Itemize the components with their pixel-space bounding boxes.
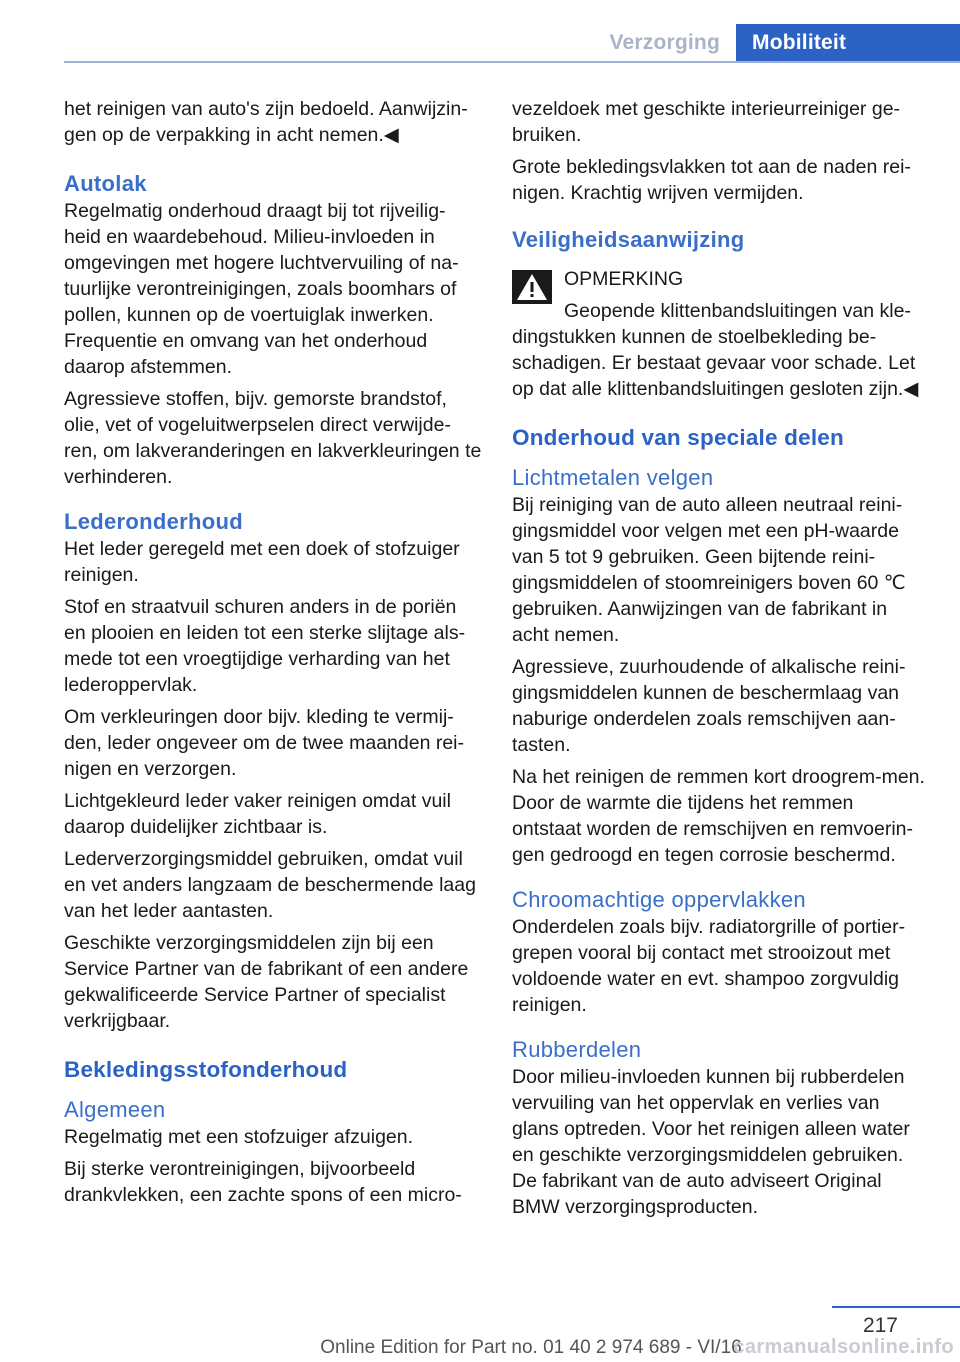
notice-text: Geopende klittenbandsluitingen van kle-dingstukken kunnen de stoelbekleding be-schadigen. Er bestaat gevaar voor schade. Let op dat alle klittenbandsluitingen gesloten zijn.◀ xyxy=(512,300,919,400)
chroom-heading: Chroomachtige oppervlakken xyxy=(512,887,806,912)
tab-mobiliteit[interactable]: Mobiliteit xyxy=(736,24,960,61)
notice-title: OPMERKING xyxy=(564,268,684,290)
algemeen-paragraph-2: Bij sterke verontreinigingen, bijvoorbeeld drankvlekken, een zachte spons of een micro- xyxy=(64,1158,462,1206)
lederonderhoud-heading: Lederonderhoud xyxy=(64,509,243,534)
algemeen-heading: Algemeen xyxy=(64,1097,166,1122)
page-number: 217 xyxy=(862,1314,898,1337)
leder-paragraph-4: Lichtgekleurd leder vaker reinigen omdat vuil daarop duidelijker zichtbaar is. xyxy=(64,790,451,838)
continued-paragraph-2: Grote bekledingsvlakken tot aan de naden rei-nigen. Krachtig wrijven vermijden. xyxy=(512,156,911,204)
continued-paragraph-1: vezeldoek met geschikte interieurreiniger ge-bruiken. xyxy=(512,98,901,146)
intro-paragraph: het reinigen van auto's zijn bedoeld. Aanwijzin-gen op de verpakking in acht nemen.◀ xyxy=(64,98,468,146)
leder-paragraph-5: Lederverzorgingsmiddel gebruiken, omdat vuil en vet anders langzaam de beschermende laag van het leder aantasten. xyxy=(64,848,476,922)
leder-paragraph-3: Om verkleuringen door bijv. kleding te vermij-den, leder ongeveer om de twee maanden rei-nigen en verzorgen. xyxy=(64,706,464,780)
left-column xyxy=(64,96,482,1214)
bekleding-heading: Bekledingsstofonderhoud xyxy=(64,1057,348,1082)
rubber-paragraph-1: Door milieu-invloeden kunnen bij rubberdelen vervuiling van het oppervlak en verlies van glans optreden. Voor het reinigen alleen water en geschikte verzorgingsmiddelen gebruiken. De fabrikant van de auto adviseert Original BMW verzorgingsproducten. xyxy=(512,1066,910,1218)
autolak-paragraph-2: Agressieve stoffen, bijv. gemorste brandstof, olie, vet of vogeluitwerpselen direct verwijde-ren, om lakveranderingen en lakverkleuringen te verhinderen. xyxy=(64,388,482,488)
watermark: carmanualsonline.info xyxy=(733,1336,954,1358)
velgen-paragraph-3: Na het reinigen de remmen kort droogrem-men. Door de warmte die tijdens het remmen ontstaat worden de remschijven en remvoerin-gen gedroogd en tegen corrosie beschermd. xyxy=(512,766,925,866)
algemeen-paragraph-1: Regelmatig met een stofzuiger afzuigen. xyxy=(64,1126,414,1148)
safety-notice xyxy=(512,266,928,402)
speciale-delen-heading: Onderhoud van speciale delen xyxy=(512,425,844,450)
leder-paragraph-2: Stof en straatvuil schuren anders in de poriën en plooien en leiden tot een sterke slijtage als-mede tot een vroegtijdige verharding van het lederoppervlak. xyxy=(64,596,466,696)
leder-paragraph-6: Geschikte verzorgingsmiddelen zijn bij een Service Partner van de fabrikant of een andere gekwalificeerde Service Partner of specialist verkrijgbaar. xyxy=(64,932,469,1032)
header-rule xyxy=(64,61,960,63)
velgen-heading: Lichtmetalen velgen xyxy=(512,465,714,490)
veiligheid-heading: Veiligheidsaanwijzing xyxy=(512,227,745,252)
tab-verzorging[interactable]: Verzorging xyxy=(609,31,720,54)
warning-icon xyxy=(512,270,552,304)
velgen-paragraph-1: Bij reiniging van de auto alleen neutraal reini-gingsmiddel voor velgen met een pH-waarde van 5 tot 9 gebruiken. Geen bijtende reini-gingsmiddelen of stoomreinigers boven 60 ℃ gebruiken. Aanwijzingen van de fabrikant in acht nemen. xyxy=(512,494,906,646)
autolak-heading: Autolak xyxy=(64,171,147,196)
edition-footer: Online Edition for Part no. 01 40 2 974 689 - VI/16 xyxy=(320,1337,742,1358)
leder-paragraph-1: Het leder geregeld met een doek of stofzuiger reinigen. xyxy=(64,538,460,586)
chroom-paragraph-1: Onderdelen zoals bijv. radiatorgrille of portier-grepen vooral bij contact met strooizout met voldoende water en evt. shampoo zorgvuldig reinigen. xyxy=(512,916,906,1016)
rubberdelen-heading: Rubberdelen xyxy=(512,1037,642,1062)
page-header xyxy=(0,0,960,64)
velgen-paragraph-2: Agressieve, zuurhoudende of alkalische reini-gingsmiddelen kunnen de beschermlaag van naburige onderdelen zoals remschijven aan-tasten. xyxy=(512,656,906,756)
footer-rule xyxy=(832,1306,960,1308)
autolak-paragraph-1: Regelmatig onderhoud draagt bij tot rijveilig-heid en waardebehoud. Milieu-invloeden in omgevingen met hogere luchtvervuiling of na-tuurlijke verontreinigingen, zoals boomhars of pollen, kunnen op de voertuiglak inwerken. Frequentie en omvang van het onderhoud daarop afstemmen. xyxy=(64,200,459,378)
right-column xyxy=(512,96,928,1226)
